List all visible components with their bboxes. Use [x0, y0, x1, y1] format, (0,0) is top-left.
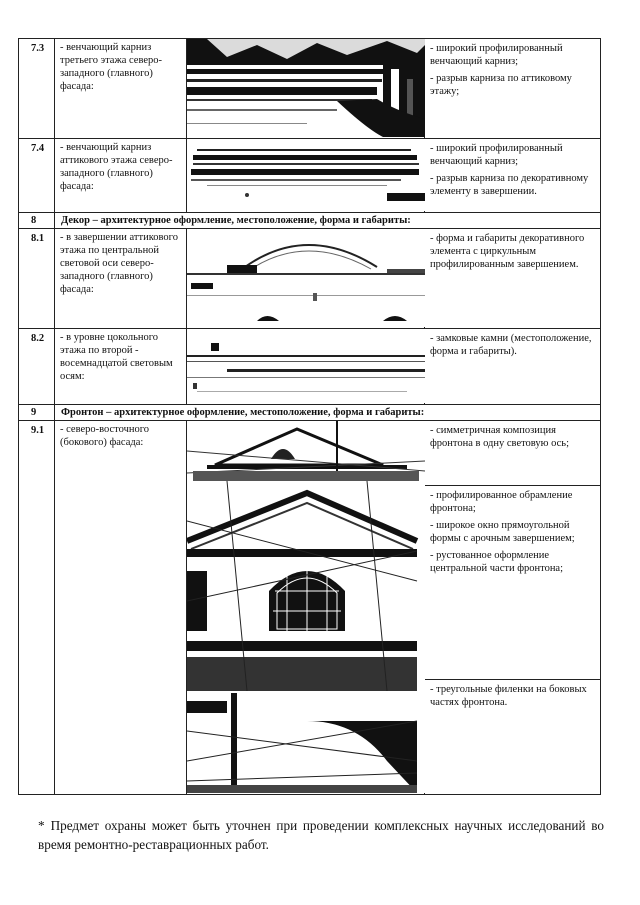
- feature-description: - широкое окно прямоугольной формы с арочным завершением;: [430, 520, 575, 544]
- feature-description: - форма и габариты декоративного элемента с циркульным профилированным завершением.: [430, 233, 585, 270]
- table-row: [19, 329, 601, 405]
- photo-cornice-attic-floor: [187, 139, 425, 213]
- section-title: Декор – архитектурное оформление, местоположение, форма и габариты:: [55, 213, 601, 229]
- section-number: 9: [19, 405, 55, 421]
- feature-description: - треугольные филенки на боковых частях фронтона.: [430, 684, 587, 708]
- row-number: 8.2: [19, 329, 55, 405]
- row-number: 8.1: [19, 229, 55, 329]
- photo-cornice-third-floor: [187, 39, 425, 139]
- feature-description: - рустованное оформление центральной части фронтона;: [430, 550, 564, 574]
- feature-description: - замковые камни (местоположение, форма и габариты).: [430, 333, 592, 357]
- row-number: 7.4: [19, 139, 55, 213]
- feature-description: - разрыв карниза по аттиковому этажу;: [430, 73, 572, 97]
- feature-description: - разрыв карниза по декоративному элементу в завершении.: [430, 173, 589, 197]
- table-row: [19, 139, 601, 213]
- element-location: - в завершении аттикового этажа по центральной световой оси северо-западного (главного) фасада:: [55, 229, 187, 329]
- section-number: 8: [19, 213, 55, 229]
- element-location: - венчающий карниз аттикового этажа северо-западного (главного) фасада:: [55, 139, 187, 213]
- feature-description: - симметричная композиция фронтона в одну световую ось;: [430, 425, 570, 449]
- photo-pediment-overview: [187, 421, 425, 481]
- table-row: [19, 229, 601, 329]
- footnote-text: Предмет охраны может быть уточнен при проведении комплексных научных исследований во время ремонтно-реставрационных работ.: [38, 818, 604, 852]
- row-number: 9.1: [19, 421, 55, 795]
- protection-subject-table: [18, 38, 601, 795]
- footnote: [38, 816, 604, 854]
- photo-pediment-window: [187, 481, 417, 691]
- section-header-row: [19, 405, 601, 421]
- table-row: [19, 39, 601, 139]
- element-location: - венчающий карниз третьего этажа северо-западного (главного) фасада:: [55, 39, 187, 139]
- section-header-row: [19, 213, 601, 229]
- feature-description: - широкий профилированный венчающий карниз;: [430, 43, 563, 67]
- photo-pediment-side-panels: [187, 693, 417, 793]
- photo-pediment: [187, 421, 425, 795]
- section-title: Фронтон – архитектурное оформление, местоположение, форма и габариты:: [55, 405, 601, 421]
- feature-description: - профилированное обрамление фронтона;: [430, 490, 573, 514]
- table-row: [19, 421, 601, 795]
- footnote-mark: *: [38, 818, 45, 833]
- photo-keystones: [187, 329, 425, 405]
- element-location: - северо-восточного (бокового) фасада:: [55, 421, 187, 795]
- feature-description: - широкий профилированный венчающий карниз;: [430, 143, 563, 167]
- row-number: 7.3: [19, 39, 55, 139]
- element-location: - в уровне цокольного этажа по второй - восемнадцатой световым осям:: [55, 329, 187, 405]
- photo-attic-decor-element: [187, 229, 425, 329]
